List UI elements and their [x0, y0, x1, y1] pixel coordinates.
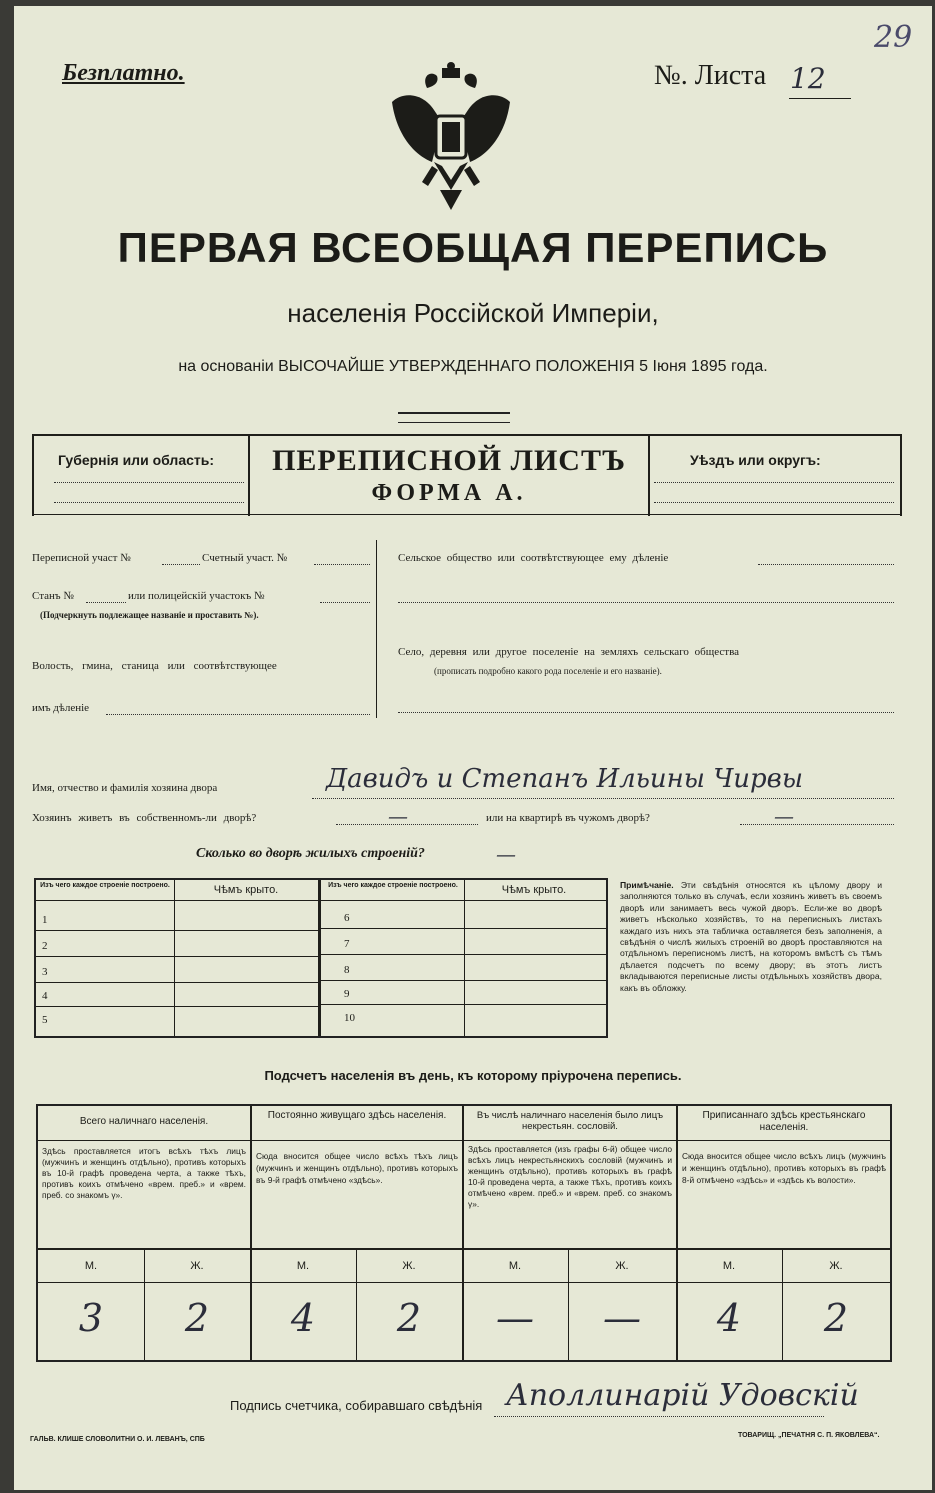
left-roof-header: Чѣмъ крыто.: [213, 884, 279, 896]
col3-m-label: М.: [508, 1260, 522, 1272]
col1-f-label: Ж.: [190, 1260, 204, 1272]
buildings-table: [34, 878, 608, 1038]
right-row-10: 10: [344, 1012, 355, 1024]
underline-note: (Подчеркнуть подлежащее названіе и проставить №).: [40, 610, 259, 620]
col1-title: Всего наличнаго населенія.: [79, 1116, 209, 1127]
village-note: (прописать подробно какого рода поселеніе и его названіе).: [434, 666, 662, 676]
col4-desc: Сюда вносится общее число всѣхъ лицъ (мужчинъ и женщинъ отдѣльно), противъ которыхъ въ графѣ 8-й отмѣчено «здѣсь» и «здѣсь къ волости».: [682, 1151, 886, 1185]
note-text: Эти свѣдѣнія относятся къ цѣлому двору и заполняются только въ случаѣ, если хозяинъ живетъ въ своемъ дворѣ или занимаетъ весь чужой дворъ. Если-же во дворѣ живетъ нѣсколько хозяйствъ, то на переписныхъ листахъ каждаго изъ нихъ эта табличка оставляется безъ заполненія, а свѣдѣнія о числѣ жилыхъ строеній во дворѣ проставляются на отдѣльномъ переписномъ листѣ, на которомъ вмѣстѣ съ тѣмъ дѣлается подсчетъ по всему двору; въ этотъ листъ вкладываются переписные листы отдѣльныхъ хозяйствъ двора, какъ въ обложку.: [620, 880, 882, 993]
col2-m-value: 4: [290, 1296, 316, 1340]
population-table: [36, 1104, 892, 1362]
col4-title: Приписаннаго здѣсь крестьянскаго населенія.: [702, 1110, 866, 1133]
col4-f-value: 2: [823, 1296, 849, 1340]
left-row-2: 2: [42, 940, 48, 952]
col2-f-label: Ж.: [402, 1260, 416, 1272]
footer-left: ГАЛЬВ. КЛИШЕ СЛОВОЛИТНИ О. И. ЛЕВАНЪ, СПБ: [30, 1436, 205, 1443]
col2-f-value: 2: [396, 1296, 422, 1340]
col2-title: Постоянно живущаго здѣсь населенія.: [267, 1110, 447, 1121]
double-headed-eagle-emblem: [382, 62, 520, 212]
free-label: Безплатно.: [62, 60, 185, 86]
police-section-label: или полицейскій участокъ №: [128, 590, 265, 602]
basis-line: на основаніи ВЫСОЧАЙШЕ УТВЕРЖДЕННАГО ПОЛОЖЕНІЯ 5 Іюня 1895 года.: [178, 358, 768, 375]
corner-page-number: 29: [874, 20, 913, 55]
left-row-4: 4: [42, 990, 48, 1002]
page-title: ПЕРВАЯ ВСЕОБЩАЯ ПЕРЕПИСЬ: [117, 224, 829, 271]
province-label: Губернія или область:: [58, 452, 215, 468]
col3-f-label: Ж.: [615, 1260, 629, 1272]
col3-title: Въ числѣ наличнаго населенія было лицъ некрестьян. сословій.: [476, 1110, 664, 1132]
right-row-9: 9: [344, 988, 350, 1000]
volost-label: Волость, гмина, станица или соотвѣтствующее: [32, 660, 277, 672]
col4-f-label: Ж.: [829, 1260, 843, 1272]
left-row-1: 1: [42, 914, 48, 926]
census-form-page: [14, 6, 932, 1490]
census-section-label: Переписной участ №: [32, 552, 131, 564]
right-built-header: Изъ чего каждое строеніе построено.: [328, 882, 458, 889]
volost-cont-label: имъ дѣленіе: [32, 702, 90, 714]
form-title: ПЕРЕПИСНОЙ ЛИСТЪ: [272, 444, 626, 477]
owner-rent-label: или на квартирѣ въ чужомъ дворѣ?: [486, 812, 650, 824]
owner-lives-value: —: [388, 804, 408, 828]
buildings-count-label: Сколько во дворѣ жилыхъ строеній?: [196, 846, 425, 861]
district-label: Уѣздъ или округъ:: [690, 452, 821, 468]
counting-section-label: Счетный участ. №: [202, 552, 288, 564]
owner-lives-label: Хозяинъ живетъ въ собственномъ-ли дворѣ?: [32, 812, 257, 824]
owner-name-label: Имя, отчество и фамилія хозяина двора: [32, 782, 218, 794]
col1-desc: Здѣсь проставляется итогъ всѣхъ тѣхъ лицъ (мужчинъ и женщинъ отдѣльно), противъ которыхъ въ 10-й графѣ проведена черта, а также тѣхъ, противъ коихъ отмѣчено «врем. преб.» и «врем. преб. со знакомъ γ».: [42, 1146, 246, 1200]
signature-label: Подпись счетчика, собиравшаго свѣдѣнія: [230, 1398, 483, 1413]
form-letter: ФОРМА А.: [371, 480, 527, 506]
col3-f-value: —: [603, 1296, 641, 1340]
ornament-divider: [398, 412, 510, 423]
note-block: [620, 880, 882, 994]
population-heading: Подсчетъ населенія въ день, къ которому пріурочена перепись.: [264, 1068, 682, 1083]
rural-society-label: Сельское общество или соотвѣтствующее ему дѣленіе: [398, 552, 669, 564]
col2-m-label: М.: [296, 1260, 310, 1272]
sheet-number-label: №. Листа: [654, 60, 767, 91]
col4-m-value: 4: [716, 1296, 742, 1340]
col3-desc: Здѣсь проставляется (изъ графы 6-й) общее число всѣхъ лицъ некрестьянскихъ сословій (мужчинъ и женщинъ отдѣльно), противъ которыхъ въ графѣ 10-й проведена черта, а также тѣхъ, противъ коихъ отмѣчено «врем. преб.» и «врем. преб. со знакомъ γ».: [468, 1144, 672, 1209]
col1-m-value: 3: [78, 1296, 104, 1340]
stan-label: Станъ №: [32, 590, 74, 602]
col2-desc: Сюда вносится общее число всѣхъ тѣхъ лицъ (мужчинъ и женщинъ отдѣльно), противъ которыхъ въ 9-й графѣ отмѣчено «здѣсь».: [256, 1151, 458, 1185]
page-subtitle: населенія Россійской Имперіи,: [287, 298, 659, 328]
col1-m-label: М.: [84, 1260, 98, 1272]
owner-rent-value: —: [774, 804, 794, 828]
left-row-3: 3: [42, 966, 48, 978]
village-label: Село, деревня или другое поселеніе на земляхъ сельскаго общества: [398, 646, 740, 658]
footer-right: ТОВАРИЩ. „ПЕЧАТНЯ С. П. ЯКОВЛЕВА“.: [738, 1432, 880, 1439]
right-row-8: 8: [344, 964, 350, 976]
note-heading: Примѣчаніе.: [620, 880, 674, 890]
col3-m-value: —: [496, 1296, 534, 1340]
sheet-number-value: 12: [790, 62, 826, 95]
left-row-5: 5: [42, 1014, 48, 1026]
buildings-count-value: —: [496, 842, 516, 866]
signature-value: Аполлинарій Удовскій: [506, 1378, 859, 1413]
right-row-7: 7: [344, 938, 350, 950]
right-row-6: 6: [344, 912, 350, 924]
right-roof-header: Чѣмъ крыто.: [501, 884, 567, 896]
owner-name-value: Давидъ и Степанъ Ильины Чирвы: [326, 764, 803, 794]
left-built-header: Изъ чего каждое строеніе построено.: [40, 882, 170, 889]
col1-f-value: 2: [184, 1296, 210, 1340]
col4-m-label: М.: [722, 1260, 736, 1272]
